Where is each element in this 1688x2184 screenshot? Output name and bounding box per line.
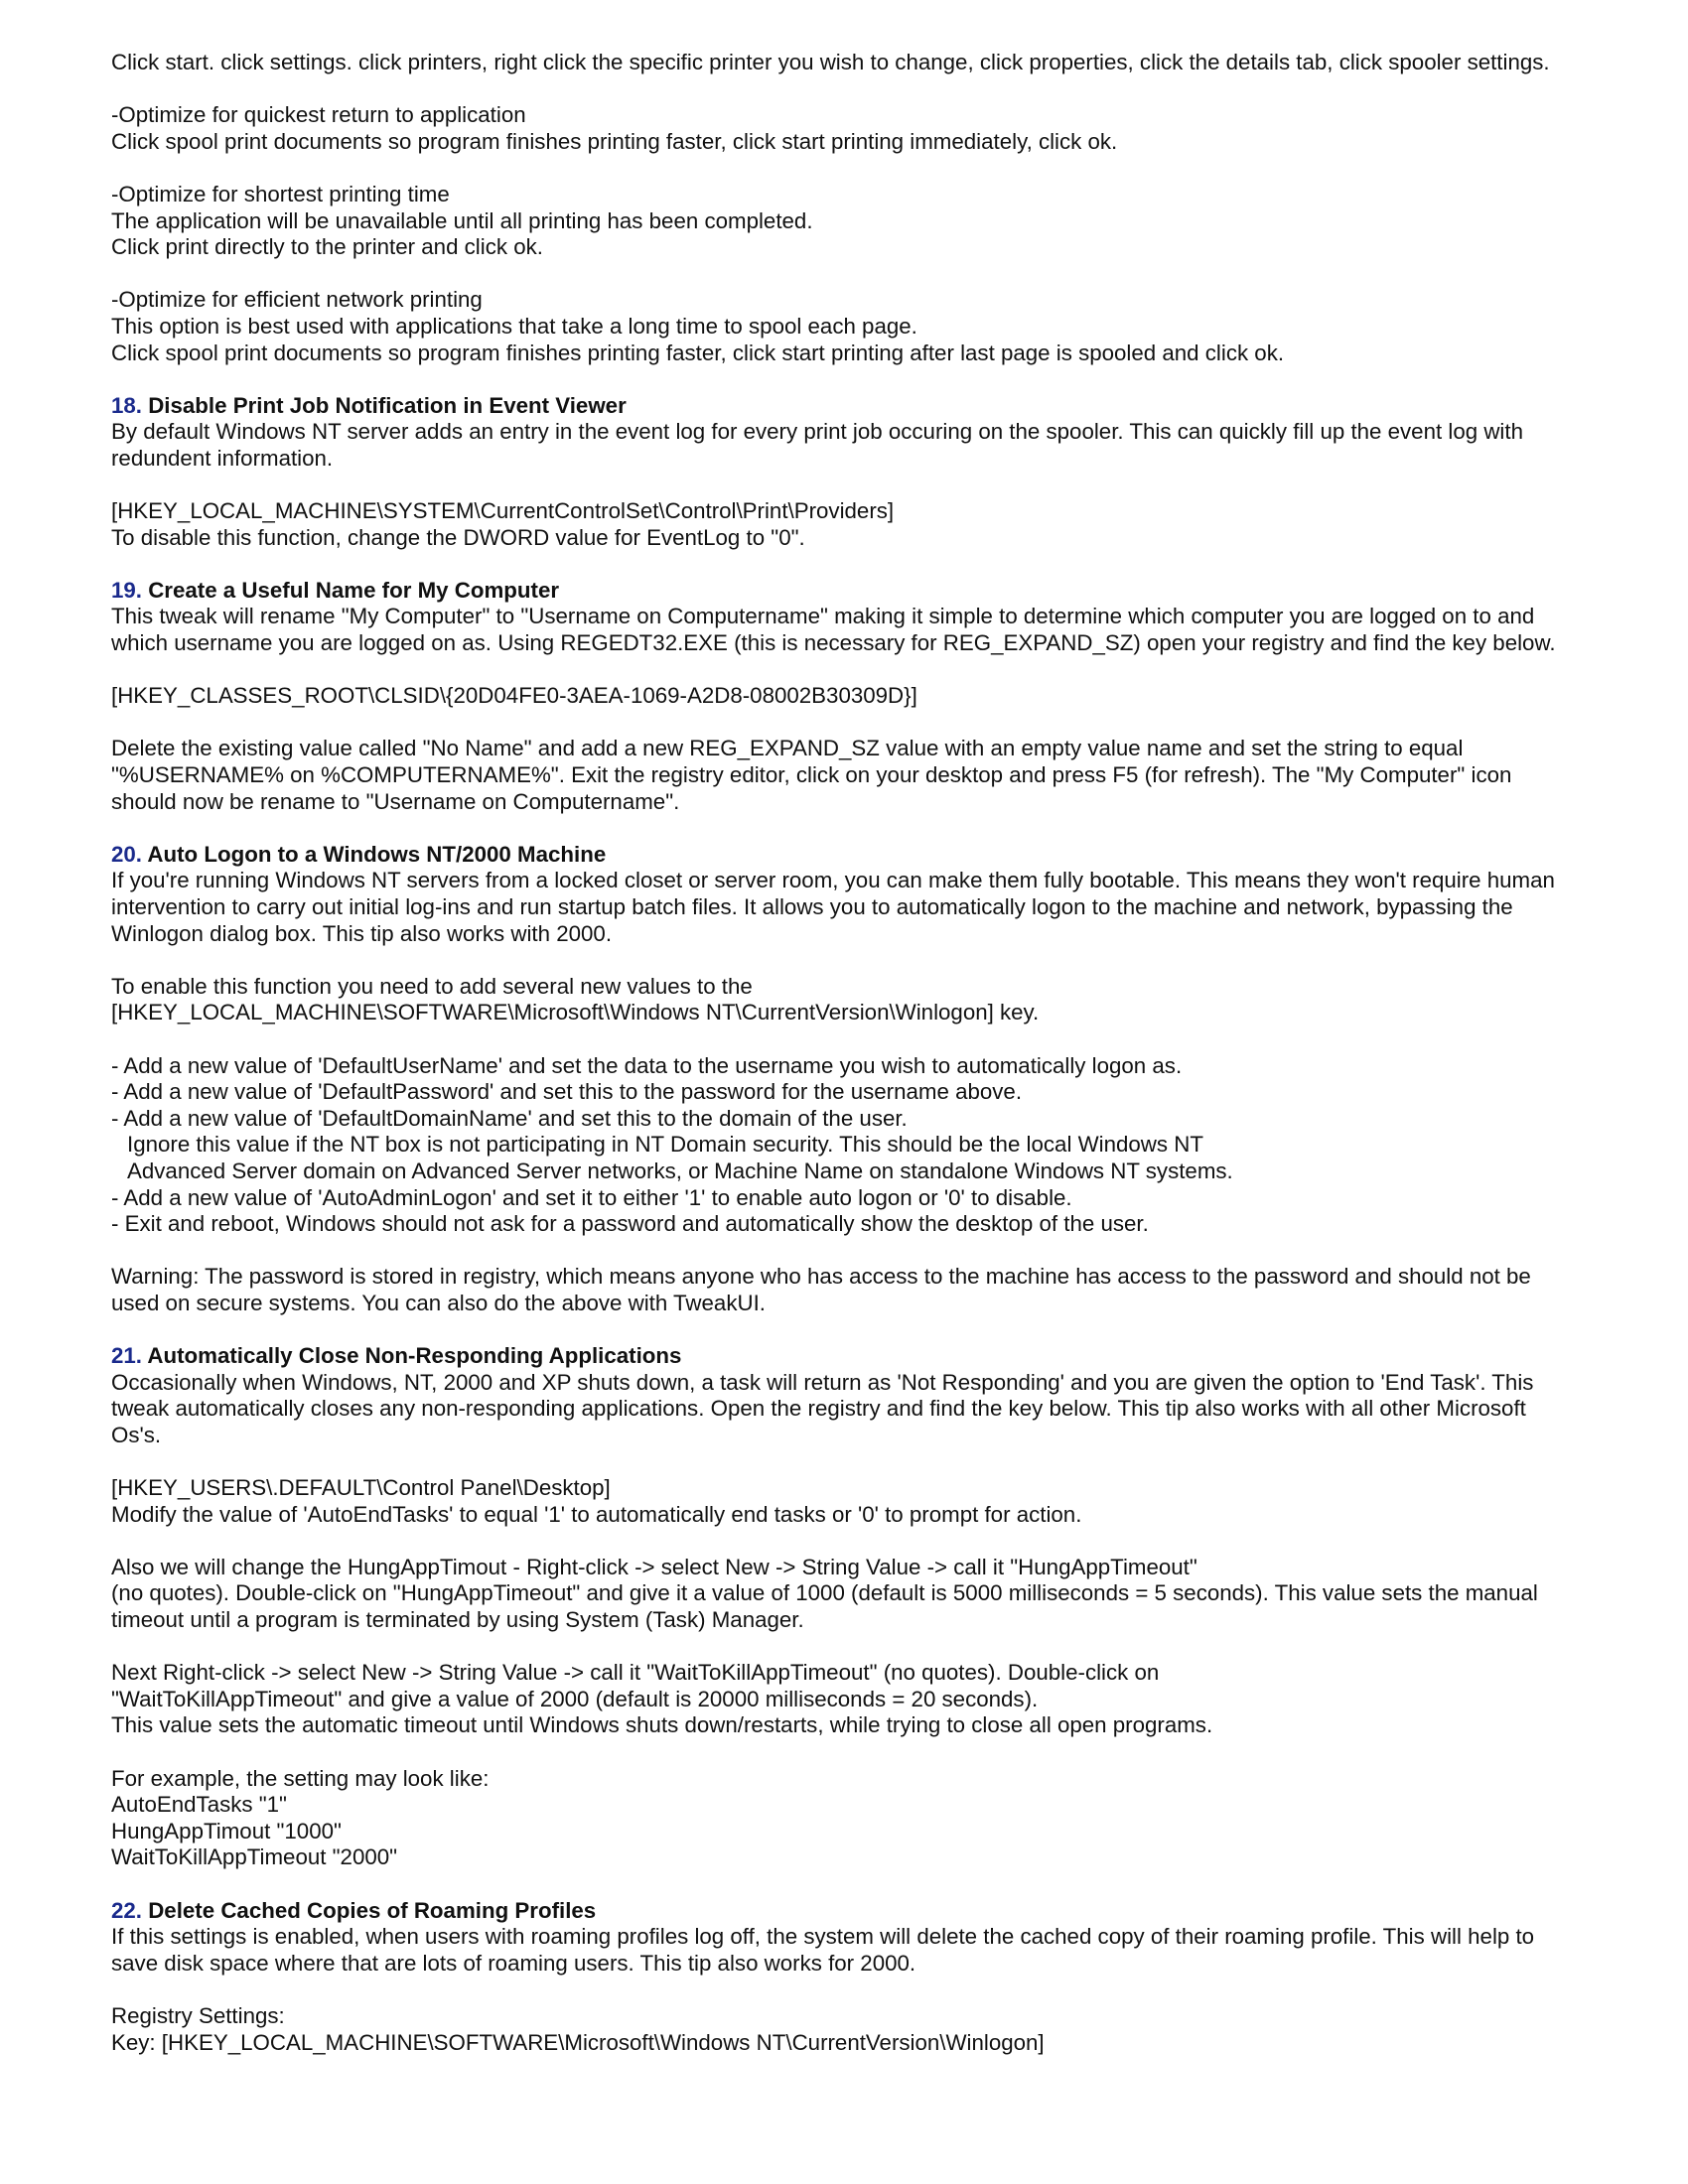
text-line: (no quotes). Double-click on "HungAppTimeout" and give it a value of 1000 (default is 5000 milliseconds = 5 seconds). This value sets the manual timeout until a program is terminated by using System (Task) Manager. bbox=[111, 1580, 1538, 1633]
example-settings bbox=[111, 1766, 1579, 1871]
section-number: 21. bbox=[111, 1343, 142, 1369]
text-line: Click spool print documents so program finishes printing faster, click start printing after last page is spooled and click ok. bbox=[111, 340, 1285, 365]
text-line: Next Right-click -> select New -> String Value -> call it "WaitToKillAppTimeout" (no quotes). Double-click on bbox=[111, 1660, 1160, 1686]
text-line: The application will be unavailable until all printing has been completed. bbox=[111, 207, 813, 233]
intro-paragraph bbox=[111, 102, 1579, 155]
section-paragraph bbox=[111, 736, 1579, 815]
text-line: Ignore this value if the NT box is not participating in NT Domain security. This should be the local Windows NT bbox=[127, 1132, 1203, 1158]
section-paragraph bbox=[111, 1660, 1579, 1739]
text-line: This option is best used with applications that take a long time to spool each page. bbox=[111, 313, 917, 339]
instruction-list bbox=[111, 1053, 1579, 1238]
section-paragraph bbox=[111, 1555, 1579, 1634]
text-line: WaitToKillAppTimeout "2000" bbox=[111, 1844, 398, 1870]
section-number: 18. bbox=[111, 392, 142, 418]
warning-paragraph bbox=[111, 1264, 1579, 1316]
section-number: 19. bbox=[111, 577, 142, 603]
text-line: - Add a new value of 'AutoAdminLogon' and set it to either '1' to enable auto logon or '0' to disable. bbox=[111, 1184, 1072, 1210]
text-line: "WaitToKillAppTimeout" and give a value of 2000 (default is 20000 milliseconds = 20 seconds). bbox=[111, 1686, 1039, 1711]
intro-paragraph bbox=[111, 182, 1579, 261]
text-line: If you're running Windows NT servers from a locked closet or server room, you can make them fully bootable. This means they won't require human intervention to carry out initial log-ins and run startup batch files. It allows you to automatically logon to the machine and network, bypassing the Winlogon dialog box. This tip also works with 2000. bbox=[111, 868, 1555, 946]
section-paragraph bbox=[111, 419, 1579, 472]
section-title: Disable Print Job Notification in Event Viewer bbox=[148, 392, 627, 418]
text-line: - Add a new value of 'DefaultDomainName' and set this to the domain of the user. bbox=[111, 1105, 908, 1131]
section-heading bbox=[111, 393, 1579, 420]
text-line: -Optimize for shortest printing time bbox=[111, 181, 450, 206]
list-items bbox=[111, 1053, 1579, 1133]
text-line: - Add a new value of 'DefaultPassword' and set this to the password for the username above. bbox=[111, 1079, 1023, 1105]
text-line: HungAppTimout "1000" bbox=[111, 1818, 342, 1843]
text-line: Key: [HKEY_LOCAL_MACHINE\SOFTWARE\Microsoft\Windows NT\CurrentVersion\Winlogon] bbox=[111, 2029, 1045, 2055]
text-line: This value sets the automatic timeout until Windows shuts down/restarts, while trying to close all open programs. bbox=[111, 1712, 1213, 1738]
section-title: Automatically Close Non-Responding Applications bbox=[147, 1343, 682, 1369]
text-line: [HKEY_LOCAL_MACHINE\SOFTWARE\Microsoft\Windows NT\CurrentVersion\Winlogon] key. bbox=[111, 1000, 1040, 1025]
text-line: Also we will change the HungAppTimout - Right-click -> select New -> String Value -> call it "HungAppTimeout" bbox=[111, 1554, 1197, 1579]
section-paragraph bbox=[111, 604, 1579, 656]
text-line: To disable this function, change the DWORD value for EventLog to "0". bbox=[111, 524, 805, 550]
text-line: -Optimize for quickest return to application bbox=[111, 102, 526, 128]
text-line: Advanced Server domain on Advanced Server networks, or Machine Name on standalone Windows NT systems. bbox=[127, 1158, 1233, 1183]
text-line: [HKEY_LOCAL_MACHINE\SYSTEM\CurrentControlSet\Control\Print\Providers] bbox=[111, 498, 895, 524]
section-paragraph bbox=[111, 498, 1579, 551]
section-paragraph bbox=[111, 868, 1579, 947]
text-line: Occasionally when Windows, NT, 2000 and XP shuts down, a task will return as 'Not Responding' and you are given the option to 'End Task'. This tweak automatically closes any non-responding applications. Open the registry and find the key below. This tip also works with all other Microsoft Os's. bbox=[111, 1369, 1534, 1447]
section-heading bbox=[111, 842, 1579, 869]
text-line: This tweak will rename "My Computer" to "Username on Computername" making it simple to determine which computer you are logged on to and which username you are logged on as. Using REGEDT32.EXE (this is necessary for REG_EXPAND_SZ) open your registry and find the key below. bbox=[111, 604, 1556, 656]
list-note bbox=[111, 1132, 1579, 1184]
intro-paragraph bbox=[111, 50, 1579, 76]
text-line: Registry Settings: bbox=[111, 2002, 285, 2028]
text-line: Click start. click settings. click printers, right click the specific printer you wish to change, click properties, click the details tab, click spooler settings. bbox=[111, 50, 1550, 74]
section-title: Delete Cached Copies of Roaming Profiles bbox=[148, 1897, 597, 1923]
text-line: [HKEY_CLASSES_ROOT\CLSID\{20D04FE0-3AEA-1069-A2D8-08002B30309D}] bbox=[111, 683, 917, 709]
text-line: To enable this function you need to add several new values to the bbox=[111, 973, 753, 999]
text-line: AutoEndTasks "1" bbox=[111, 1792, 287, 1818]
section-number: 22. bbox=[111, 1897, 142, 1923]
text-line: - Exit and reboot, Windows should not ask for a password and automatically show the desktop of the user. bbox=[111, 1211, 1149, 1237]
section-title: Create a Useful Name for My Computer bbox=[148, 577, 560, 603]
section-heading bbox=[111, 1343, 1579, 1370]
text-line: Delete the existing value called "No Name" and add a new REG_EXPAND_SZ value with an empty value name and set the string to equal "%USERNAME% on %COMPUTERNAME%". Exit the registry editor, click on your desktop and press F5 (for refresh). The "My Computer" icon should now be rename to "Username on Computername". bbox=[111, 736, 1512, 814]
section-paragraph bbox=[111, 1370, 1579, 1449]
section-paragraph bbox=[111, 1475, 1579, 1528]
text-line: For example, the setting may look like: bbox=[111, 1765, 490, 1791]
text-line: By default Windows NT server adds an entry in the event log for every print job occuring on the spooler. This can quickly fill up the event log with redundent information. bbox=[111, 419, 1523, 471]
text-line: - Add a new value of 'DefaultUserName' and set the data to the username you wish to automatically logon as. bbox=[111, 1052, 1183, 1078]
section-paragraph bbox=[111, 2003, 1579, 2056]
text-line: -Optimize for efficient network printing bbox=[111, 287, 483, 313]
text-line: Warning: The password is stored in registry, which means anyone who has access to the machine has access to the password and should not be used on secure systems. You can also do the above with TweakUI. bbox=[111, 1264, 1531, 1315]
text-line: Modify the value of 'AutoEndTasks' to equal '1' to automatically end tasks or '0' to prompt for action. bbox=[111, 1501, 1082, 1527]
text-line: Click print directly to the printer and click ok. bbox=[111, 234, 543, 260]
section-paragraph bbox=[111, 974, 1579, 1026]
text-line: If this settings is enabled, when users with roaming profiles log off, the system will delete the cached copy of their roaming profile. This will help to save disk space where that are lots of roaming users. This tip also works for 2000. bbox=[111, 1924, 1535, 1976]
section-paragraph bbox=[111, 1924, 1579, 1977]
section-title: Auto Logon to a Windows NT/2000 Machine bbox=[147, 841, 607, 867]
text-line: [HKEY_USERS\.DEFAULT\Control Panel\Desktop] bbox=[111, 1475, 611, 1501]
section-heading bbox=[111, 1898, 1579, 1925]
registry-key bbox=[111, 683, 1579, 710]
section-number: 20. bbox=[111, 841, 142, 867]
text-line: Click spool print documents so program finishes printing faster, click start printing immediately, click ok. bbox=[111, 128, 1118, 154]
intro-paragraph bbox=[111, 287, 1579, 366]
section-heading bbox=[111, 578, 1579, 605]
list-items bbox=[111, 1185, 1579, 1238]
